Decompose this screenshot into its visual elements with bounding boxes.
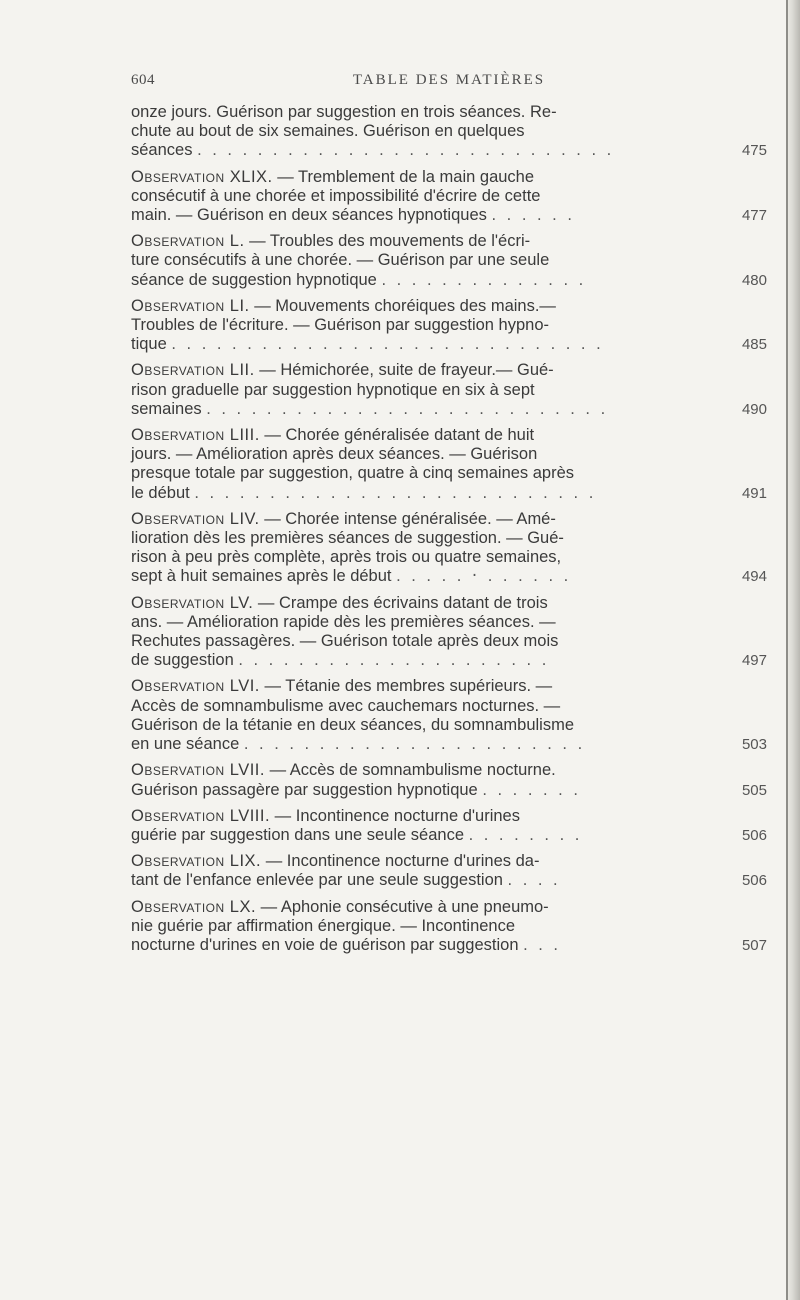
- entry-page-number: 494: [741, 568, 767, 586]
- toc-entry-line: [131, 187, 723, 206]
- toc-entry-line: [131, 917, 723, 936]
- observation-label: Observation L.: [131, 232, 245, 251]
- toc-entry-line: [131, 807, 723, 826]
- observation-label: Observation LII.: [131, 361, 255, 380]
- toc-entry: [131, 594, 767, 671]
- toc-entry-line: [131, 852, 723, 871]
- dot-leaders: . . . . . . . . . . . . . . . . . . . . . . . . . . . .: [197, 141, 615, 160]
- observation-label: Observation XLIX.: [131, 167, 273, 186]
- observation-label: Observation LI.: [131, 296, 250, 315]
- entry-page-number: 497: [741, 652, 767, 670]
- toc-entry-line: [131, 168, 723, 187]
- toc-entry: [131, 103, 767, 161]
- toc-entry-line: [131, 484, 723, 503]
- dot-leaders: . . . . . . . . . . . . . .: [381, 270, 587, 289]
- running-title: TABLE DES MATIÈRES: [352, 72, 546, 88]
- entry-text: jours. — Amélioration après deux séances. — Guérison: [131, 445, 538, 464]
- entry-text: Troubles de l'écriture. — Guérison par suggestion hypno-: [131, 316, 550, 335]
- toc-entry: [131, 510, 767, 587]
- toc-entry-line: [131, 251, 723, 270]
- entry-text: — Crampe des écrivains datant de trois: [257, 593, 548, 612]
- entry-text: Guérison passagère par suggestion hypnotique: [131, 780, 478, 799]
- dot-leaders: . . . . . . . . . . . . . . . . . . . . . . .: [243, 735, 586, 754]
- entry-page-number: 475: [741, 142, 767, 160]
- entry-text: Guérison de la tétanie en deux séances, du somnambulisme: [131, 715, 575, 734]
- entry-page-number: 506: [741, 826, 767, 844]
- entry-page-number: 506: [741, 872, 767, 890]
- page-header: [131, 72, 767, 96]
- entry-text: nie guérie par affirmation énergique. — Incontinence: [131, 916, 516, 935]
- entry-text: — Chorée généralisée datant de huit: [264, 426, 535, 445]
- dot-leaders: . . . .: [507, 871, 561, 890]
- toc-entry-line: [131, 697, 723, 716]
- observation-label: Observation LIV.: [131, 509, 260, 528]
- entry-text: presque totale par suggestion, quatre à cinq semaines après: [131, 464, 575, 483]
- entry-text: de suggestion: [131, 651, 234, 670]
- toc-entry: [131, 898, 767, 956]
- entry-text: chute au bout de six semaines. Guérison en quelques: [131, 122, 525, 141]
- toc-entry-line: [131, 464, 723, 483]
- dot-leaders: . . . . . . . . . . . . . . . . . . . . . . . . . . .: [206, 399, 609, 418]
- toc-entry: [131, 807, 767, 845]
- toc-entry-line: [131, 141, 723, 160]
- entry-text: — Aphonie consécutive à une pneumo-: [260, 897, 549, 916]
- entry-page-number: 477: [741, 207, 767, 225]
- toc-entry-line: [131, 103, 723, 122]
- toc-entry-line: [131, 510, 723, 529]
- entry-page-number: 485: [741, 336, 767, 354]
- toc-entry-line: [131, 381, 723, 400]
- entry-text: ans. — Amélioration rapide dès les premières séances. —: [131, 612, 556, 631]
- entry-text: séance de suggestion hypnotique: [131, 270, 377, 289]
- toc-entry-line: [131, 651, 723, 670]
- observation-label: Observation LV.: [131, 593, 254, 612]
- toc-entry-line: [131, 232, 723, 251]
- entry-page-number: 505: [741, 781, 767, 799]
- dot-leaders: . . . . . ‧ . . . . . .: [396, 567, 572, 586]
- toc-entry-line: [131, 613, 723, 632]
- toc-entry-line: [131, 781, 723, 800]
- entry-text: séances: [131, 141, 193, 160]
- toc-entry-line: [131, 206, 723, 225]
- entry-text: — Incontinence nocturne d'urines: [274, 806, 520, 825]
- entry-page-number: 480: [741, 271, 767, 289]
- toc-entry: [131, 168, 767, 226]
- entry-text: rison à peu près complète, après trois ou quatre semaines,: [131, 548, 562, 567]
- entry-text: le début: [131, 483, 190, 502]
- toc-entry-line: [131, 529, 723, 548]
- entry-text: en une séance: [131, 735, 240, 754]
- toc-entry: [131, 852, 767, 890]
- observation-label: Observation LIII.: [131, 426, 260, 445]
- dot-leaders: . . . . . . . . . . . . . . . . . . . . . . . . . . .: [194, 483, 597, 502]
- dot-leaders: . . . . . . .: [482, 780, 581, 799]
- toc-entry-line: [131, 761, 723, 780]
- dot-leaders: . . . . . . . . . . . . . . . . . . . . .: [238, 651, 550, 670]
- entry-text: — Accès de somnambulisme nocturne.: [269, 761, 556, 780]
- toc-entry-line: [131, 297, 723, 316]
- toc-entry-line: [131, 594, 723, 613]
- toc-entry-line: [131, 400, 723, 419]
- dot-leaders: . . . . . . . . . . . . . . . . . . . . . . . . . . . . .: [171, 335, 604, 354]
- toc-entry-line: [131, 335, 723, 354]
- observation-label: Observation LX.: [131, 897, 257, 916]
- entry-text: guérie par suggestion dans une seule séance: [131, 825, 464, 844]
- entry-text: lioration dès les premières séances de suggestion. — Gué-: [131, 529, 564, 548]
- toc-entry-line: [131, 426, 723, 445]
- page-edge: [786, 0, 800, 1300]
- entry-text: sept à huit semaines après le début: [131, 567, 392, 586]
- entry-text: — Mouvements choréiques des mains.—: [254, 296, 556, 315]
- entry-text: — Tétanie des membres supérieurs. —: [264, 677, 553, 696]
- observation-label: Observation LIX.: [131, 852, 262, 871]
- toc-entry: [131, 232, 767, 290]
- entry-text: — Incontinence nocturne d'urines da-: [265, 852, 540, 871]
- dot-leaders: . . .: [523, 935, 562, 954]
- entry-text: — Tremblement de la main gauche: [277, 167, 535, 186]
- toc-entry: [131, 677, 767, 754]
- toc-entry-line: [131, 567, 723, 586]
- entry-text: tique: [131, 335, 167, 354]
- entry-text: rison graduelle par suggestion hypnotique en six à sept: [131, 380, 535, 399]
- toc-entry: [131, 761, 767, 799]
- toc-entry-line: [131, 316, 723, 335]
- entry-text: main. — Guérison en deux séances hypnotiques: [131, 206, 487, 225]
- dot-leaders: . . . . . . . .: [468, 825, 583, 844]
- toc-entry-line: [131, 445, 723, 464]
- observation-label: Observation LVII.: [131, 761, 265, 780]
- toc-entry-line: [131, 936, 723, 955]
- entry-text: ture consécutifs à une chorée. — Guérison par une seule: [131, 251, 550, 270]
- entry-page-number: 491: [741, 484, 767, 502]
- toc-entry-line: [131, 826, 723, 845]
- toc-entry: [131, 426, 767, 503]
- entry-text: semaines: [131, 399, 202, 418]
- entry-text: nocturne d'urines en voie de guérison par suggestion: [131, 935, 519, 954]
- toc-entry-line: [131, 361, 723, 380]
- toc-entry: [131, 297, 767, 355]
- observation-label: Observation LVI.: [131, 677, 260, 696]
- toc-entry: [131, 361, 767, 419]
- table-of-contents: [131, 103, 767, 962]
- toc-entry-line: [131, 898, 723, 917]
- toc-entry-line: [131, 677, 723, 696]
- entry-text: — Hémichorée, suite de frayeur.— Gué-: [259, 361, 554, 380]
- toc-entry-line: [131, 871, 723, 890]
- toc-entry-line: [131, 548, 723, 567]
- entry-text: consécutif à une chorée et impossibilité d'écrire de cette: [131, 186, 541, 205]
- toc-entry-line: [131, 122, 723, 141]
- entry-text: Accès de somnambulisme avec cauchemars nocturnes. —: [131, 696, 561, 715]
- entry-text: — Chorée intense généralisée. — Amé-: [264, 509, 556, 528]
- entry-text: tant de l'enfance enlevée par une seule suggestion: [131, 871, 503, 890]
- page-number: 604: [131, 72, 155, 88]
- entry-text: Rechutes passagères. — Guérison totale après deux mois: [131, 632, 559, 651]
- toc-entry-line: [131, 735, 723, 754]
- observation-label: Observation LVIII.: [131, 806, 271, 825]
- dot-leaders: . . . . . .: [491, 206, 575, 225]
- entry-page-number: 507: [741, 936, 767, 954]
- toc-entry-line: [131, 632, 723, 651]
- page-edge-line: [786, 0, 788, 1300]
- entry-page-number: 503: [741, 736, 767, 754]
- entry-page-number: 490: [741, 400, 767, 418]
- toc-entry-line: [131, 271, 723, 290]
- entry-text: onze jours. Guérison par suggestion en trois séances. Re-: [131, 103, 557, 121]
- toc-entry-line: [131, 716, 723, 735]
- entry-text: — Troubles des mouvements de l'écri-: [249, 232, 531, 251]
